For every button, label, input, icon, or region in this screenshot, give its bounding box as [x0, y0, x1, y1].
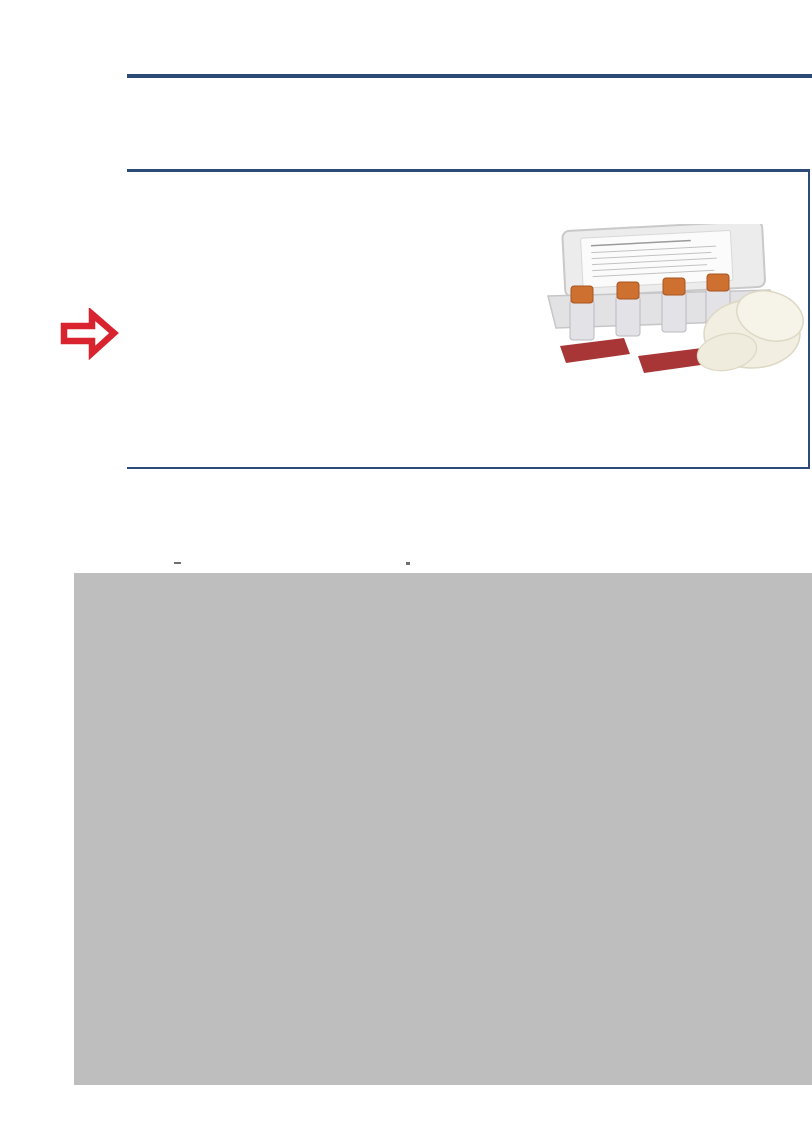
title-block — [127, 97, 810, 100]
logo-stencil-stripe — [127, 44, 333, 48]
sirchie-logo — [127, 20, 337, 21]
header-divider — [127, 74, 812, 78]
cropped-text-remnant — [406, 562, 410, 565]
gsr-decay-chart — [74, 573, 812, 1085]
product-photo — [542, 224, 804, 376]
chart-y-axis-label — [92, 760, 112, 930]
red-arrow-icon — [56, 308, 120, 360]
cropped-text-remnant — [174, 562, 181, 564]
chart-plot-area — [74, 573, 812, 1085]
main-content-box — [127, 169, 810, 469]
